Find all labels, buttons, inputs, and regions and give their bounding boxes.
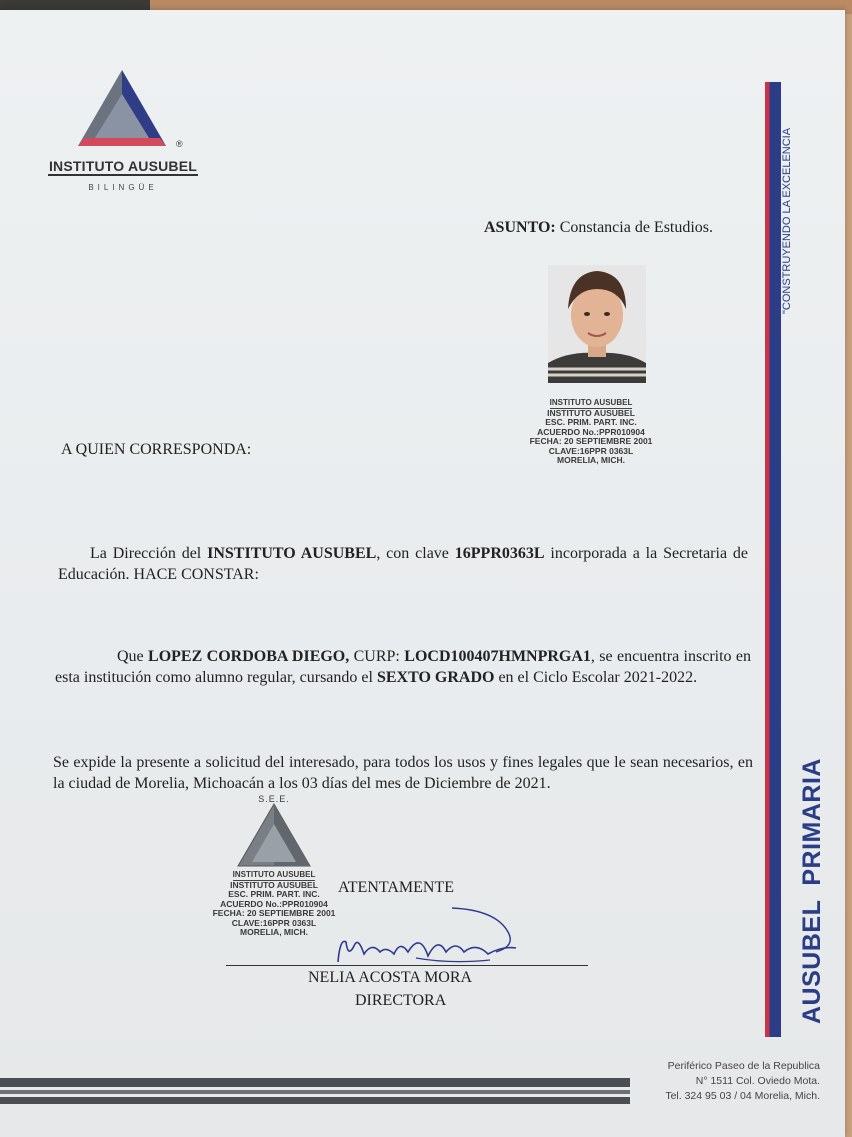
institution-name: INSTITUTO AUSUBEL (207, 545, 377, 562)
stamp-line: FECHA: 20 SEPTIEMBRE 2001 (529, 436, 653, 446)
closing: ATENTAMENTE (338, 879, 455, 896)
signer-role: DIRECTORA (355, 992, 447, 1009)
stamp-title: INSTITUTO AUSUBEL (232, 870, 316, 879)
stamp-line: INSTITUTO AUSUBEL (547, 407, 635, 418)
stamp-line: MORELIA, MICH. (557, 455, 625, 465)
stamp-line: ACUERDO No.:PPR010904 (537, 426, 645, 437)
photo-stamp (521, 398, 661, 466)
paragraph-issuance: Se expide la presente a solicitud del interesado, para todos los usos y fines legales que le sean necesarios, en la ciudad de Morelia, Michoacán a los 03 días del mes de Diciembre de 2021. (53, 754, 753, 792)
side-color-band (765, 82, 781, 1037)
curp-value: LOCD100407HMNPRGA1 (404, 648, 591, 665)
logo-subtitle: BILINGÜE (88, 183, 158, 192)
stamp-line: CLAVE:16PPR 0363L (548, 445, 634, 456)
institute-logo-icon (46, 68, 198, 198)
seal-top-text: S.E.E. (258, 794, 290, 804)
paragraph-text: incorporada a la Secretaria de Educación. HACE CONSTAR: (58, 545, 749, 583)
stamp-line: CLAVE:16PPR 0363L (231, 917, 317, 928)
student-photo (548, 265, 646, 383)
logo-name: INSTITUTO AUSUBEL (48, 158, 198, 174)
paragraph-text: en el Ciclo Escolar 2021-2022. (494, 669, 698, 686)
paragraph-text: Que (117, 648, 149, 665)
signature-line (226, 965, 588, 966)
addressee: A QUIEN CORRESPONDA: (61, 441, 252, 458)
stamp-line: MORELIA, MICH. (240, 927, 308, 937)
registered-mark: ® (176, 139, 183, 149)
paragraph-text: La Dirección del (90, 545, 208, 562)
address-line: Periférico Paseo de la Republica (667, 1060, 820, 1072)
school-key: 16PPR0363L (454, 545, 545, 562)
address-line: N° 1511 Col. Oviedo Mota. (695, 1075, 820, 1087)
side-slogan: "CONSTRUYENDO LA EXCELENCIA (781, 127, 793, 314)
side-brand (798, 694, 834, 1024)
address-line: Tel. 324 95 03 / 04 Morelia, Mich. (665, 1090, 820, 1102)
stamp-line: FECHA: 20 SEPTIEMBRE 2001 (212, 908, 336, 918)
paragraph-text: , con clave (376, 545, 455, 562)
side-brand-level: PRIMARIA (798, 758, 826, 886)
student-portrait-icon (548, 265, 646, 383)
subject-label: ASUNTO: (484, 219, 556, 236)
paragraph-student (55, 646, 751, 688)
footer-address (640, 1059, 820, 1104)
handwritten-signature-icon (320, 902, 530, 972)
subject-line (484, 219, 713, 237)
seal-logo-icon (234, 802, 314, 870)
stamp-line: ACUERDO No.:PPR010904 (220, 898, 328, 909)
stamp-line: ESC. PRIM. PART. INC. (545, 417, 637, 427)
signer-name: NELIA ACOSTA MORA (308, 969, 473, 986)
student-name: LOPEZ CORDOBA DIEGO, (148, 648, 350, 665)
stamp-title: INSTITUTO AUSUBEL (549, 398, 633, 407)
subject-text: Constancia de Estudios. (559, 219, 714, 236)
grade-value: SEXTO GRADO (376, 669, 495, 686)
side-brand-name: AUSUBEL (798, 899, 826, 1024)
paragraph-text: , se encuentra inscrito en esta institución como alumno regular, cursando el (55, 648, 752, 686)
paragraph-text: CURP: (349, 648, 405, 665)
stamp-line: ESC. PRIM. PART. INC. (228, 889, 320, 899)
paragraph-constancy (58, 543, 748, 585)
stamp-line: INSTITUTO AUSUBEL (230, 879, 318, 890)
footer-stripes (0, 1076, 630, 1108)
